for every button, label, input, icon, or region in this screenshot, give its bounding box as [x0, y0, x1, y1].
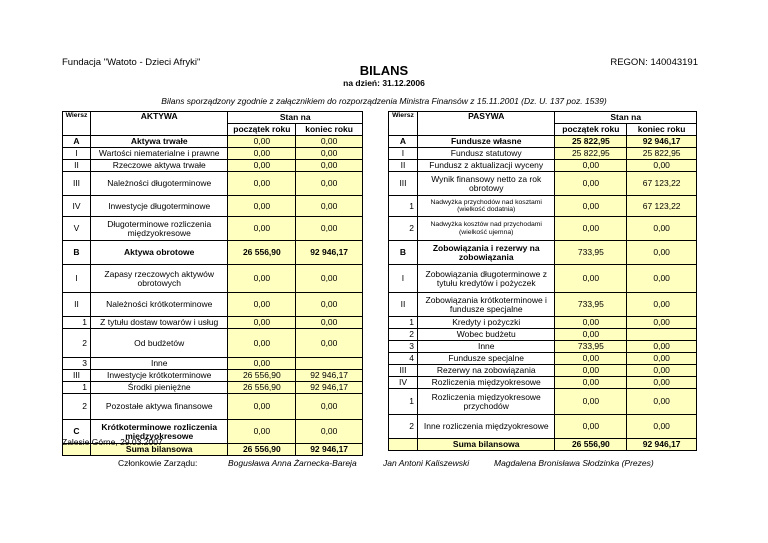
row-start: 0,00 — [228, 136, 296, 148]
balance-date: na dzień: 31.12.2006 — [343, 78, 425, 88]
col-end: koniec roku — [627, 124, 697, 136]
row-end: 67 123,22 — [627, 172, 697, 196]
table-row — [63, 382, 363, 394]
table-row — [63, 196, 363, 217]
row-end: 0,00 — [296, 394, 363, 420]
row-start: 0,00 — [555, 317, 627, 329]
row-nr: B — [389, 241, 418, 265]
row-label: Fundusz statutowy — [417, 148, 555, 160]
row-end: 0,00 — [296, 160, 363, 172]
row-label: Zapasy rzeczowych aktywów obrotowych — [90, 265, 227, 293]
row-nr: 2 — [389, 415, 418, 439]
legal-basis: Bilans sporządzony zgodnie z załącznikiem do rozporządzenia Ministra Finansów z 15.11.2001 (Dz. U. 137 poz. 1539) — [161, 96, 607, 106]
row-label: Rozliczenia międzyokresowe — [417, 377, 555, 389]
table-header-row — [63, 112, 363, 124]
table-row — [389, 196, 697, 217]
row-end: 0,00 — [627, 217, 697, 241]
row-end: 0,00 — [627, 353, 697, 365]
total-start: 26 556,90 — [228, 444, 296, 456]
row-label: Inwestycje długoterminowe — [90, 196, 227, 217]
row-label: Inne — [90, 358, 227, 370]
row-nr: II — [63, 293, 91, 317]
row-start: 733,95 — [555, 341, 627, 353]
col-wiersz: Wiersz — [389, 112, 418, 136]
signatory: Jan Antoni Kaliszewski — [383, 458, 470, 468]
row-nr: I — [63, 148, 91, 160]
row-nr: 1 — [63, 317, 91, 329]
row-end: 0,00 — [627, 241, 697, 265]
row-nr: 2 — [389, 329, 418, 341]
row-nr: 4 — [389, 353, 418, 365]
row-label: Inwestycje krótkoterminowe — [90, 370, 227, 382]
row-end: 0,00 — [627, 341, 697, 353]
row-label: Zobowiązania i rezerwy na zobowiązania — [417, 241, 555, 265]
row-end: 0,00 — [296, 293, 363, 317]
row-start: 0,00 — [228, 420, 296, 444]
board-label: Członkowie Zarządu: — [118, 458, 198, 468]
row-end: 0,00 — [627, 415, 697, 439]
row-end: 0,00 — [296, 217, 363, 241]
row-label: Aktywa obrotowe — [90, 241, 227, 265]
row-start: 0,00 — [555, 377, 627, 389]
row-label: Nadwyżka kosztów nad przychodami (wielkość ujemna) — [417, 217, 555, 241]
row-label: Nadwyżka przychodów nad kosztami (wielkość dodatnia) — [417, 196, 555, 217]
row-start: 0,00 — [228, 217, 296, 241]
row-label: Inne rozliczenia międzyokresowe — [417, 415, 555, 439]
row-nr: IV — [63, 196, 91, 217]
row-label: Krótkoterminowe rozliczenia międzyokresowe — [90, 420, 227, 444]
row-label: Wartości niematerialne i prawne — [90, 148, 227, 160]
row-nr: B — [63, 241, 91, 265]
row-end: 92 946,17 — [296, 241, 363, 265]
table-row — [63, 329, 363, 358]
table-row — [389, 217, 697, 241]
row-label: Zobowiązania długoterminowe z tytułu kredytów i pożyczek — [417, 265, 555, 293]
table-row — [389, 148, 697, 160]
row-label: Inne — [417, 341, 555, 353]
row-start: 0,00 — [555, 329, 627, 341]
row-start: 0,00 — [555, 389, 627, 415]
row-start: 26 556,90 — [228, 382, 296, 394]
row-nr: 3 — [389, 341, 418, 353]
row-start: 0,00 — [228, 329, 296, 358]
row-label: Od budżetów — [90, 329, 227, 358]
row-end: 0,00 — [627, 365, 697, 377]
col-stan-na: Stan na — [555, 112, 697, 124]
row-start: 0,00 — [228, 196, 296, 217]
row-end: 92 946,17 — [296, 382, 363, 394]
row-start: 0,00 — [228, 317, 296, 329]
table-row — [389, 160, 697, 172]
regon-number: REGON: 140043191 — [610, 57, 698, 68]
row-start: 0,00 — [555, 353, 627, 365]
row-label: Aktywa trwałe — [90, 136, 227, 148]
row-start: 26 556,90 — [228, 370, 296, 382]
row-nr: A — [389, 136, 418, 148]
table-row — [63, 317, 363, 329]
row-label: Należności krótkoterminowe — [90, 293, 227, 317]
row-end: 0,00 — [296, 329, 363, 358]
row-start: 0,00 — [555, 265, 627, 293]
row-start: 0,00 — [228, 394, 296, 420]
table-row — [63, 136, 363, 148]
liabilities-table — [388, 111, 697, 451]
col-end: koniec roku — [296, 124, 363, 136]
row-nr: 1 — [389, 317, 418, 329]
row-end: 0,00 — [627, 265, 697, 293]
row-start: 25 822,95 — [555, 136, 627, 148]
row-end: 0,00 — [296, 420, 363, 444]
row-start: 0,00 — [555, 415, 627, 439]
row-nr: III — [63, 172, 91, 196]
total-end: 92 946,17 — [296, 444, 363, 456]
row-nr: I — [389, 148, 418, 160]
col-start: początek roku — [555, 124, 627, 136]
row-end: 92 946,17 — [296, 370, 363, 382]
table-row — [63, 293, 363, 317]
table-row — [63, 172, 363, 196]
table-row — [389, 172, 697, 196]
row-label: Rozliczenia międzyokresowe przychodów — [417, 389, 555, 415]
row-end: 0,00 — [296, 196, 363, 217]
row-start: 0,00 — [228, 265, 296, 293]
table-row — [389, 241, 697, 265]
row-end: 0,00 — [296, 136, 363, 148]
row-nr: III — [389, 365, 418, 377]
col-wiersz: Wiersz — [63, 112, 91, 136]
row-nr: A — [63, 136, 91, 148]
row-start: 0,00 — [228, 293, 296, 317]
row-nr: I — [63, 265, 91, 293]
row-label: Zobowiązania krótkoterminowe i fundusze specjalne — [417, 293, 555, 317]
signatory: Magdalena Bronisława Słodzinka (Prezes) — [494, 458, 654, 468]
row-label: Fundusze specjalne — [417, 353, 555, 365]
table-row — [389, 136, 697, 148]
total-label: Suma bilansowa — [90, 444, 227, 456]
col-aktywa: AKTYWA — [90, 112, 227, 136]
col-pasywa: PASYWA — [417, 112, 555, 136]
row-nr: II — [389, 160, 418, 172]
signatory: Bogusława Anna Żarnecka-Bareja — [228, 458, 357, 468]
document-title: BILANS — [359, 63, 409, 78]
table-row — [389, 317, 697, 329]
row-end: 0,00 — [627, 389, 697, 415]
table-row — [63, 370, 363, 382]
place-date: Zalesie Górne, 29.03.2007 — [62, 437, 163, 447]
organization-name: Fundacja "Watoto - Dzieci Afryki" — [62, 57, 201, 68]
row-label: Rzeczowe aktywa trwałe — [90, 160, 227, 172]
row-nr: V — [63, 217, 91, 241]
row-end: 0,00 — [296, 317, 363, 329]
table-row — [389, 365, 697, 377]
table-row — [63, 394, 363, 420]
row-label: Rezerwy na zobowiązania — [417, 365, 555, 377]
row-label: Fundusze własne — [417, 136, 555, 148]
row-nr: 2 — [63, 329, 91, 358]
row-end: 0,00 — [296, 265, 363, 293]
table-header-row — [389, 112, 697, 124]
table-row — [63, 241, 363, 265]
row-end: 0,00 — [627, 377, 697, 389]
row-end: 67 123,22 — [627, 196, 697, 217]
row-start: 0,00 — [228, 160, 296, 172]
total-label: Suma bilansowa — [417, 439, 555, 451]
row-nr: II — [63, 160, 91, 172]
row-start: 0,00 — [555, 160, 627, 172]
col-start: początek roku — [228, 124, 296, 136]
row-nr: 1 — [389, 389, 418, 415]
table-row — [63, 148, 363, 160]
row-end: 0,00 — [627, 293, 697, 317]
total-row — [389, 439, 697, 451]
total-start: 26 556,90 — [555, 439, 627, 451]
table-row — [63, 358, 363, 370]
table-row — [389, 293, 697, 317]
row-start: 733,95 — [555, 241, 627, 265]
row-label: Środki pieniężne — [90, 382, 227, 394]
row-label: Wynik finansowy netto za rok obrotowy — [417, 172, 555, 196]
row-nr: 2 — [389, 217, 418, 241]
table-row — [389, 389, 697, 415]
row-label: Pozostałe aktywa finansowe — [90, 394, 227, 420]
row-start: 26 556,90 — [228, 241, 296, 265]
row-label: Kredyty i pożyczki — [417, 317, 555, 329]
row-nr: 2 — [63, 394, 91, 420]
row-nr: III — [389, 172, 418, 196]
assets-table — [62, 111, 363, 456]
row-start: 0,00 — [555, 365, 627, 377]
row-end: 0,00 — [627, 317, 697, 329]
row-end: 0,00 — [296, 148, 363, 160]
row-nr: IV — [389, 377, 418, 389]
row-end: 25 822,95 — [627, 148, 697, 160]
row-nr — [389, 439, 418, 451]
row-nr: III — [63, 370, 91, 382]
row-label: Należności długoterminowe — [90, 172, 227, 196]
table-row — [63, 265, 363, 293]
row-nr: 1 — [63, 382, 91, 394]
row-end: 92 946,17 — [627, 136, 697, 148]
table-row — [389, 265, 697, 293]
row-start: 733,95 — [555, 293, 627, 317]
row-end — [627, 329, 697, 341]
row-label: Wobec budżetu — [417, 329, 555, 341]
row-nr: I — [389, 265, 418, 293]
table-row — [389, 353, 697, 365]
row-start: 0,00 — [228, 358, 296, 370]
row-nr: II — [389, 293, 418, 317]
col-stan-na: Stan na — [228, 112, 363, 124]
row-nr: C — [63, 420, 91, 444]
row-nr: 3 — [63, 358, 91, 370]
total-end: 92 946,17 — [627, 439, 697, 451]
row-end — [296, 358, 363, 370]
row-label: Długoterminowe rozliczenia międzyokresowe — [90, 217, 227, 241]
table-row — [389, 415, 697, 439]
row-label: Z tytułu dostaw towarów i usług — [90, 317, 227, 329]
table-row — [389, 329, 697, 341]
row-nr: 1 — [389, 196, 418, 217]
row-start: 0,00 — [228, 148, 296, 160]
table-row — [389, 341, 697, 353]
row-start: 25 822,95 — [555, 148, 627, 160]
row-label: Fundusz z aktualizacji wyceny — [417, 160, 555, 172]
row-start: 0,00 — [555, 196, 627, 217]
row-end: 0,00 — [296, 172, 363, 196]
row-start: 0,00 — [555, 172, 627, 196]
table-row — [389, 377, 697, 389]
row-start: 0,00 — [228, 172, 296, 196]
table-row — [63, 217, 363, 241]
row-end: 0,00 — [627, 160, 697, 172]
row-start: 0,00 — [555, 217, 627, 241]
table-row — [63, 160, 363, 172]
